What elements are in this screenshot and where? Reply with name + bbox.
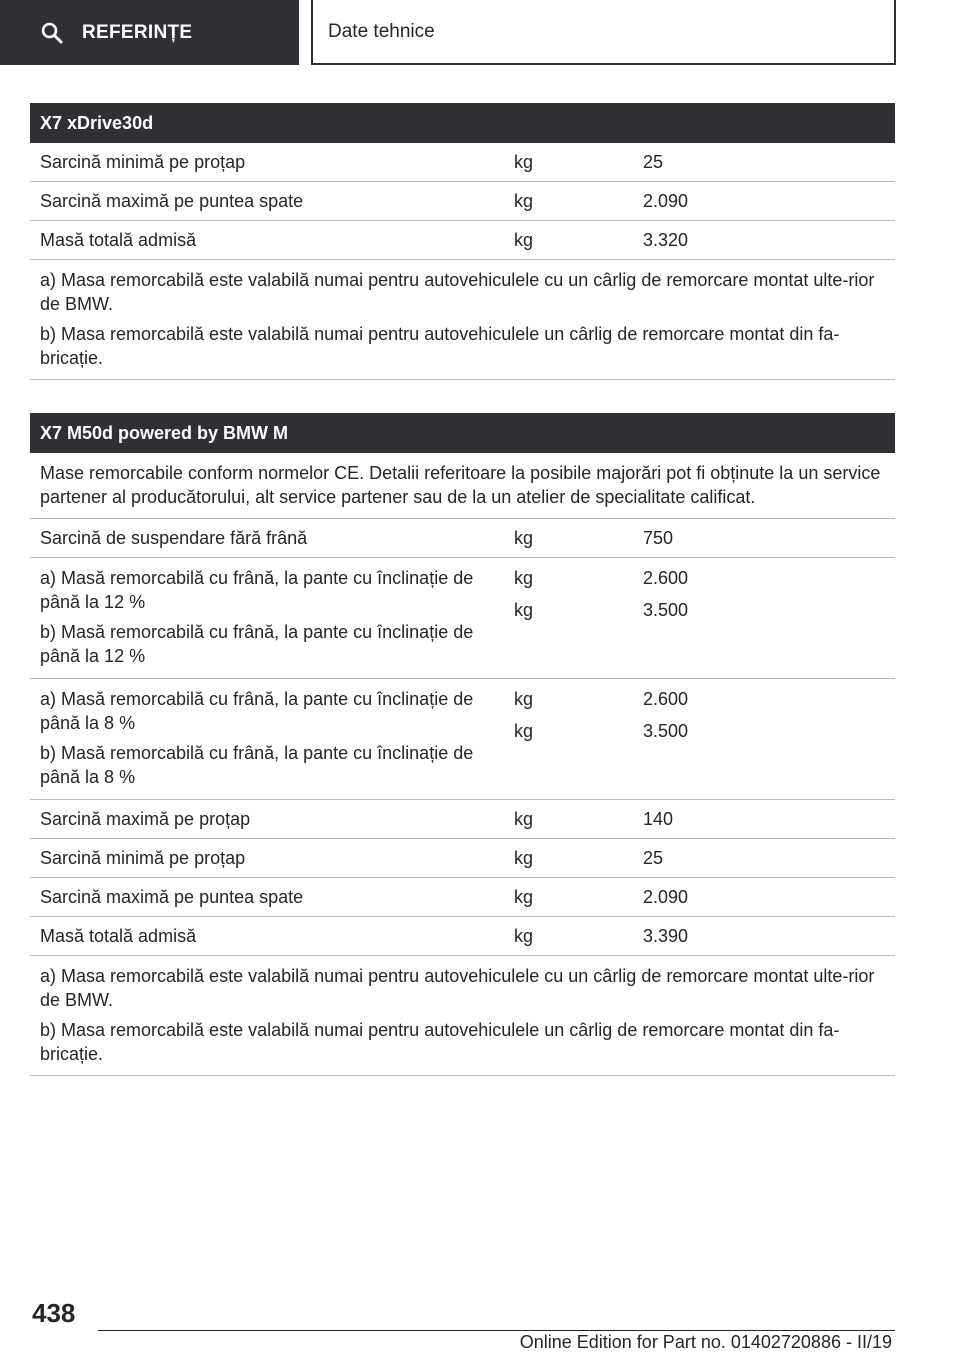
section-tab[interactable] (0, 0, 299, 65)
footnote-a: a) Masa remorcabilă este valabilă numai pentru autovehiculele cu un cârlig de remorcare montat ulte-rior de BMW. (40, 270, 875, 314)
row-value: 2.600 (643, 568, 689, 588)
row-labels (30, 566, 504, 668)
row-value: 3.500 (643, 721, 689, 741)
row-label: Sarcină maximă pe puntea spate (40, 887, 304, 907)
row-value: 25 (643, 152, 664, 172)
row-label: a) Masă remorcabilă cu frână, la pante cu înclinație de până la 12 % (40, 568, 474, 612)
row-label: b) Masă remorcabilă cu frână, la pante cu înclinație de până la 8 % (40, 743, 474, 787)
chapter-title: Date tehnice (328, 20, 435, 42)
row-unit: kg (514, 721, 534, 741)
row-values (633, 687, 895, 789)
footnote-a: a) Masa remorcabilă este valabilă numai pentru autovehiculele cu un cârlig de remorcare montat ulte-rior de BMW. (40, 966, 875, 1010)
table-row (30, 221, 895, 260)
row-labels (30, 687, 504, 789)
row-unit: kg (514, 600, 534, 620)
row-values (633, 566, 895, 668)
row-unit: kg (514, 152, 534, 172)
page-number: 438 (32, 1298, 76, 1328)
row-value: 3.390 (643, 926, 689, 946)
row-label: Masă totală admisă (40, 926, 197, 946)
row-value: 2.600 (643, 689, 689, 709)
row-unit: kg (514, 230, 534, 250)
row-label: a) Masă remorcabilă cu frână, la pante cu înclinație de până la 8 % (40, 689, 474, 733)
table-row (30, 679, 895, 800)
table-row (30, 519, 895, 558)
row-value: 25 (643, 848, 664, 868)
table-row (30, 143, 895, 182)
row-label: Sarcină maximă pe proțap (40, 809, 251, 829)
table-notes (30, 956, 895, 1076)
row-value: 3.500 (643, 600, 689, 620)
table-row (30, 917, 895, 956)
row-unit: kg (514, 926, 534, 946)
row-unit: kg (514, 689, 534, 709)
row-label: Sarcină minimă pe proțap (40, 152, 246, 172)
table-row (30, 839, 895, 878)
row-label: Sarcină minimă pe proțap (40, 848, 246, 868)
spec-table-xdrive30d (30, 103, 895, 380)
row-value: 3.320 (643, 230, 689, 250)
section-label: REFERINȚE (82, 21, 193, 43)
row-unit: kg (514, 191, 534, 211)
row-value: 2.090 (643, 887, 689, 907)
footer-divider (98, 1330, 895, 1331)
row-label: Sarcină maximă pe puntea spate (40, 191, 304, 211)
table-row (30, 878, 895, 917)
row-unit: kg (514, 568, 534, 588)
chapter-header (311, 0, 896, 65)
footnote-b: b) Masa remorcabilă este valabilă numai pentru autovehiculele un cârlig de remorcare montat din fa-bricație. (40, 324, 840, 368)
table-row (30, 800, 895, 839)
row-units (504, 566, 633, 668)
row-value: 140 (643, 809, 674, 829)
table-row (30, 182, 895, 221)
intro-text: Mase remorcabile conform normelor CE. Detalii referitoare la posibile majorări pot fi obținute la un service partener al producătorului, alt service partener sau de la un atelier de specialitate calificat. (40, 463, 881, 507)
table-title: X7 xDrive30d (30, 103, 895, 143)
table-row (30, 558, 895, 679)
table-intro (30, 453, 895, 519)
row-value: 2.090 (643, 191, 689, 211)
row-label: b) Masă remorcabilă cu frână, la pante cu înclinație de până la 12 % (40, 622, 474, 666)
spec-table-m50d (30, 413, 895, 1076)
footnote-b: b) Masa remorcabilă este valabilă numai pentru autovehiculele un cârlig de remorcare montat din fa-bricație. (40, 1020, 840, 1064)
table-notes (30, 260, 895, 380)
row-unit: kg (514, 809, 534, 829)
row-value: 750 (643, 528, 674, 548)
row-unit: kg (514, 848, 534, 868)
table-title: X7 M50d powered by BMW M (30, 413, 895, 453)
row-label: Masă totală admisă (40, 230, 197, 250)
row-label: Sarcină de suspendare fără frână (40, 528, 308, 548)
row-unit: kg (514, 528, 534, 548)
row-unit: kg (514, 887, 534, 907)
row-units (504, 687, 633, 789)
edition-text: Online Edition for Part no. 01402720886 - II/19 (519, 1332, 892, 1352)
search-icon (40, 21, 64, 45)
